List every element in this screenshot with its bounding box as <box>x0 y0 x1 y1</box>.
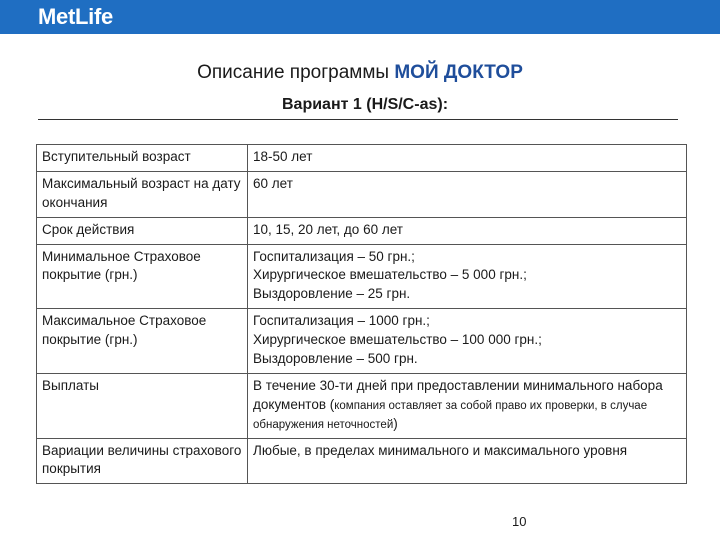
row-value <box>248 309 687 374</box>
value-line: Выздоровление – 25 грн. <box>253 286 411 302</box>
table-row <box>37 373 687 438</box>
table-row <box>37 244 687 309</box>
value-line: Хирургическое вмешательство – 100 000 грн.; <box>253 332 542 348</box>
value-line: Выздоровление – 500 грн. <box>253 351 418 367</box>
value-line: Госпитализация – 1000 грн.; <box>253 313 430 329</box>
value-text: В течение 30-ти дней при предоставлении минимального набора документов ( <box>253 377 663 412</box>
row-label: Срок действия <box>37 217 248 244</box>
row-value <box>248 145 687 172</box>
table-row <box>37 438 687 484</box>
page-title-prefix: Описание программы <box>197 62 395 83</box>
value-line: 60 лет <box>253 175 293 191</box>
value-note-close: ) <box>393 415 398 431</box>
page-number: 10 <box>512 514 527 529</box>
row-value <box>248 171 687 217</box>
row-value <box>248 217 687 244</box>
page-title <box>0 62 720 84</box>
row-value <box>248 244 687 309</box>
row-label: Максимальный возраст на дату окончания <box>37 171 248 217</box>
row-value <box>248 373 687 438</box>
divider-line <box>38 119 678 120</box>
program-table <box>36 144 687 484</box>
row-label: Минимальное Страховое покрытие (грн.) <box>37 244 248 309</box>
header-bar <box>0 0 720 34</box>
row-label: Выплаты <box>37 373 248 438</box>
value-line: Любые, в пределах минимального и максимального уровня <box>253 442 628 458</box>
row-label: Вступительный возраст <box>37 145 248 172</box>
row-label: Максимальное Страховое покрытие (грн.) <box>37 309 248 374</box>
value-line: 18-50 лет <box>253 149 313 164</box>
table-row <box>37 171 687 217</box>
value-line: Хирургическое вмешательство – 5 000 грн.; <box>253 267 527 283</box>
value-note: компания оставляет за собой право их проверки, в случае обнаружения неточностей <box>253 399 648 431</box>
table-row <box>37 309 687 374</box>
metlife-logo: MetLife <box>38 4 113 29</box>
variant-subtitle: Вариант 1 (H/S/C-as): <box>281 96 449 113</box>
table-row <box>37 145 687 172</box>
value-line: Госпитализация – 50 грн.; <box>253 248 415 264</box>
table-row <box>37 217 687 244</box>
row-value <box>248 438 687 484</box>
program-name: МОЙ ДОКТОР <box>394 62 523 83</box>
row-label: Вариации величины страхового покрытия <box>37 438 248 484</box>
value-line: 10, 15, 20 лет, до 60 лет <box>253 221 403 237</box>
